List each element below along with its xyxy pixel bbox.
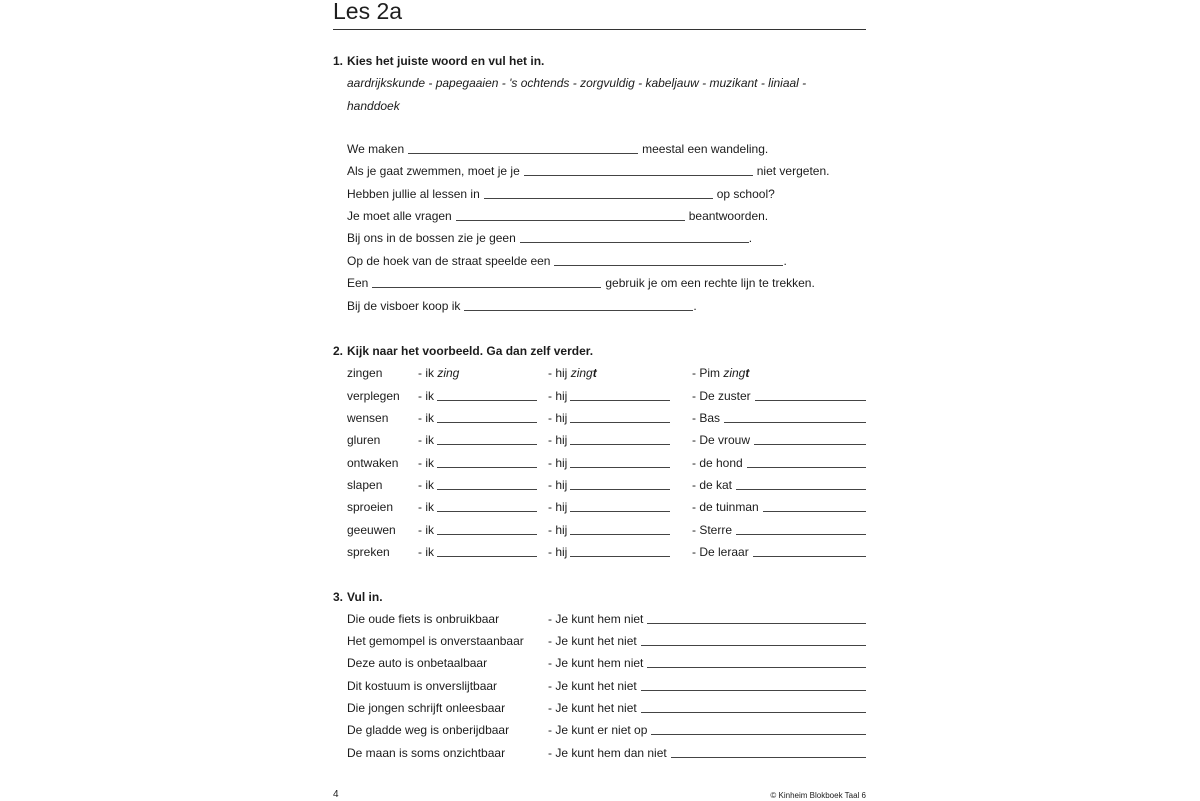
verb-label-text: wensen xyxy=(347,411,389,425)
answer-blank[interactable] xyxy=(754,431,866,445)
statement-text: Dit kostuum is onverslijtbaar xyxy=(347,679,498,693)
fill-sentence xyxy=(347,229,752,247)
answer-blank[interactable] xyxy=(641,632,866,646)
statement-text: Die jongen schrijft onleesbaar xyxy=(347,701,506,715)
ik-cell-text: - ik xyxy=(418,389,434,403)
answer-blank[interactable] xyxy=(437,498,537,512)
ik-cell xyxy=(418,521,537,539)
subject-cell xyxy=(692,521,732,539)
answer-blank[interactable] xyxy=(570,498,670,512)
fill-sentence xyxy=(347,162,829,180)
ik-cell xyxy=(418,431,537,449)
subject-cell-text: - De leraar xyxy=(692,545,749,559)
fill-sentence xyxy=(347,274,815,292)
answer-blank[interactable] xyxy=(753,543,866,557)
exercise-1-instruction: Kies het juiste woord en vul het in. xyxy=(347,54,545,68)
sentence-start: Op de hoek van de straat speelde een xyxy=(347,254,551,268)
subject-cell xyxy=(692,543,749,561)
hij-cell-text: - hij xyxy=(548,523,568,537)
sentence-end: op school? xyxy=(716,187,775,201)
answer-blank[interactable] xyxy=(484,185,713,199)
ik-cell xyxy=(418,454,537,472)
fill-sentence xyxy=(347,207,768,225)
exercise-3-number: 3. xyxy=(333,590,344,604)
sentence-end: gebruik je om een rechte lijn te trekken. xyxy=(605,276,815,290)
prompt-text: - Je kunt hem niet xyxy=(548,612,644,626)
hij-cell-text: - hij xyxy=(548,500,568,514)
statement-text: Die oude fiets is onbruikbaar xyxy=(347,612,500,626)
verb-label-text: ontwaken xyxy=(347,456,399,470)
answer-blank[interactable] xyxy=(755,387,866,401)
hij-cell xyxy=(548,498,670,516)
example-hij-ending: t xyxy=(592,366,597,380)
hij-cell xyxy=(548,543,670,561)
answer-blank[interactable] xyxy=(437,521,537,535)
verb-label xyxy=(347,498,393,516)
answer-blank[interactable] xyxy=(570,454,670,468)
subject-cell-text: - de kat xyxy=(692,478,733,492)
exercise-3-instruction: Vul in. xyxy=(347,590,383,604)
answer-blank[interactable] xyxy=(437,543,537,557)
verb-label: zingen xyxy=(347,366,383,380)
exercise-3-heading xyxy=(333,589,383,605)
answer-blank[interactable] xyxy=(520,229,749,243)
example-ik xyxy=(418,364,459,382)
example-name-ending: t xyxy=(745,366,750,380)
hij-cell-text: - hij xyxy=(548,411,568,425)
hij-cell xyxy=(548,431,670,449)
answer-blank[interactable] xyxy=(437,387,537,401)
answer-blank[interactable] xyxy=(736,521,866,535)
answer-blank[interactable] xyxy=(456,207,685,221)
prompt-text: - Je kunt hem niet xyxy=(548,656,644,670)
sentence-start: Bij de visboer koop ik xyxy=(347,299,461,313)
hij-cell-text: - hij xyxy=(548,389,568,403)
subject-cell xyxy=(692,476,732,494)
exercise-2-instruction: Kijk naar het voorbeeld. Ga dan zelf verder. xyxy=(347,344,594,358)
answer-blank[interactable] xyxy=(671,744,866,758)
verb-label xyxy=(347,387,400,405)
example-hij-stem: zing xyxy=(570,366,593,380)
answer-blank[interactable] xyxy=(554,252,783,266)
answer-blank[interactable] xyxy=(570,476,670,490)
sentence-end: meestal een wandeling. xyxy=(642,142,769,156)
prompt-text: - Je kunt het niet xyxy=(548,679,637,693)
ik-cell xyxy=(418,498,537,516)
page-number: 4 xyxy=(333,789,339,800)
subject-cell-text: - De zuster xyxy=(692,389,751,403)
prompt-text: - Je kunt hem dan niet xyxy=(548,746,667,760)
subject-cell xyxy=(692,409,720,427)
statement-text: De maan is soms onzichtbaar xyxy=(347,746,506,760)
verb-label-text: geeuwen xyxy=(347,523,396,537)
answer-blank[interactable] xyxy=(763,498,866,512)
verb-label xyxy=(347,543,390,561)
verb-label-text: sproeien xyxy=(347,500,394,514)
answer-blank[interactable] xyxy=(641,677,866,691)
prompt-text: - Je kunt het niet xyxy=(548,634,637,648)
sentence-end: . xyxy=(693,299,697,313)
copyright-notice: © Kinheim Blokboek Taal 6 xyxy=(770,791,866,800)
ik-cell xyxy=(418,409,537,427)
answer-blank[interactable] xyxy=(408,140,638,154)
sentence-end: . xyxy=(748,231,753,245)
hij-cell xyxy=(548,521,670,539)
sentence-end: niet vergeten. xyxy=(756,164,830,178)
hij-cell-text: - hij xyxy=(548,478,568,492)
worksheet-page xyxy=(333,0,866,800)
subject-cell-text: - De vrouw xyxy=(692,433,751,447)
answer-blank[interactable] xyxy=(437,454,537,468)
ik-cell xyxy=(418,476,537,494)
page-title: Les 2a xyxy=(333,0,403,24)
answer-blank[interactable] xyxy=(647,654,866,668)
subject-cell-text: - Sterre xyxy=(692,523,733,537)
hij-cell-text: - hij xyxy=(548,456,568,470)
sentence-start: We maken xyxy=(347,142,405,156)
exercise-1-number: 1. xyxy=(333,54,344,68)
subject-cell xyxy=(692,387,751,405)
answer-blank[interactable] xyxy=(437,431,537,445)
answer-blank[interactable] xyxy=(747,454,866,468)
example-ik-form: zing xyxy=(437,366,460,380)
sentence-start: Een xyxy=(347,276,369,290)
subject-cell-text: - Bas xyxy=(692,411,721,425)
fill-sentence xyxy=(347,140,768,158)
verb-label-text: verplegen xyxy=(347,389,400,403)
ik-cell-text: - ik xyxy=(418,411,434,425)
hij-cell xyxy=(548,476,670,494)
answer-blank[interactable] xyxy=(570,387,670,401)
statement-text: Deze auto is onbetaalbaar xyxy=(347,656,488,670)
exercise-2-number: 2. xyxy=(333,344,344,358)
verb-label xyxy=(347,431,380,449)
example-name xyxy=(692,364,749,382)
ik-cell xyxy=(418,543,537,561)
ik-cell xyxy=(418,387,537,405)
answer-blank[interactable] xyxy=(570,409,670,423)
sentence-start: Je moet alle vragen xyxy=(347,209,452,223)
ik-cell-text: - ik xyxy=(418,456,434,470)
verb-label-text: gluren xyxy=(347,433,381,447)
sentence-end: beantwoorden. xyxy=(688,209,769,223)
prompt-text: - Je kunt er niet op xyxy=(548,723,648,737)
statement-text: De gladde weg is onberijdbaar xyxy=(347,723,510,737)
verb-label xyxy=(347,521,396,539)
answer-blank[interactable] xyxy=(437,476,537,490)
example-name-stem: zing xyxy=(723,366,746,380)
answer-blank[interactable] xyxy=(570,543,670,557)
exercise-1-heading xyxy=(333,53,544,69)
statement-text: Het gemompel is onverstaanbaar xyxy=(347,634,524,648)
subject-cell xyxy=(692,498,759,516)
hij-label: - hij xyxy=(548,366,568,380)
fill-sentence xyxy=(347,252,787,270)
hij-cell-text: - hij xyxy=(548,433,568,447)
example-hij xyxy=(548,364,597,382)
subject-cell-text: - de hond xyxy=(692,456,743,470)
title-divider xyxy=(333,29,866,30)
ik-cell-text: - ik xyxy=(418,433,434,447)
ik-cell-text: - ik xyxy=(418,523,434,537)
word-bank: aardrijkskunde - papegaaien - 's ochtends - zorgvuldig - kabeljauw - muzikant - liniaal - handdoek xyxy=(347,76,807,113)
ik-label: - ik xyxy=(418,366,434,380)
verb-label xyxy=(347,454,398,472)
sentence-start: Als je gaat zwemmen, moet je je xyxy=(347,164,520,178)
answer-blank[interactable] xyxy=(464,297,693,311)
fill-sentence xyxy=(347,185,775,203)
answer-blank[interactable] xyxy=(570,431,670,445)
sentence-start: Hebben jullie al lessen in xyxy=(347,187,480,201)
exercise-2-heading xyxy=(333,343,593,359)
verb-label-text: spreken xyxy=(347,545,390,559)
hij-cell xyxy=(548,409,670,427)
answer-blank[interactable] xyxy=(570,521,670,535)
answer-blank[interactable] xyxy=(724,409,866,423)
hij-cell xyxy=(548,454,670,472)
ik-cell-text: - ik xyxy=(418,500,434,514)
answer-blank[interactable] xyxy=(524,162,753,176)
fill-sentence xyxy=(347,297,697,315)
verb-label-text: slapen xyxy=(347,478,383,492)
name-label: - Pim xyxy=(692,366,720,380)
verb-label xyxy=(347,476,382,494)
sentence-end: . xyxy=(783,254,787,268)
answer-blank[interactable] xyxy=(372,274,601,288)
hij-cell xyxy=(548,387,670,405)
answer-blank[interactable] xyxy=(736,476,866,490)
ik-cell-text: - ik xyxy=(418,478,434,492)
answer-blank[interactable] xyxy=(647,610,866,624)
subject-cell-text: - de tuinman xyxy=(692,500,759,514)
sentence-start: Bij ons in de bossen zie je geen xyxy=(347,231,516,245)
subject-cell xyxy=(692,454,743,472)
subject-cell xyxy=(692,431,750,449)
hij-cell-text: - hij xyxy=(548,545,568,559)
verb-label xyxy=(347,409,388,427)
answer-blank[interactable] xyxy=(641,699,866,713)
prompt-text: - Je kunt het niet xyxy=(548,701,637,715)
answer-blank[interactable] xyxy=(651,721,866,735)
ik-cell-text: - ik xyxy=(418,545,434,559)
answer-blank[interactable] xyxy=(437,409,537,423)
